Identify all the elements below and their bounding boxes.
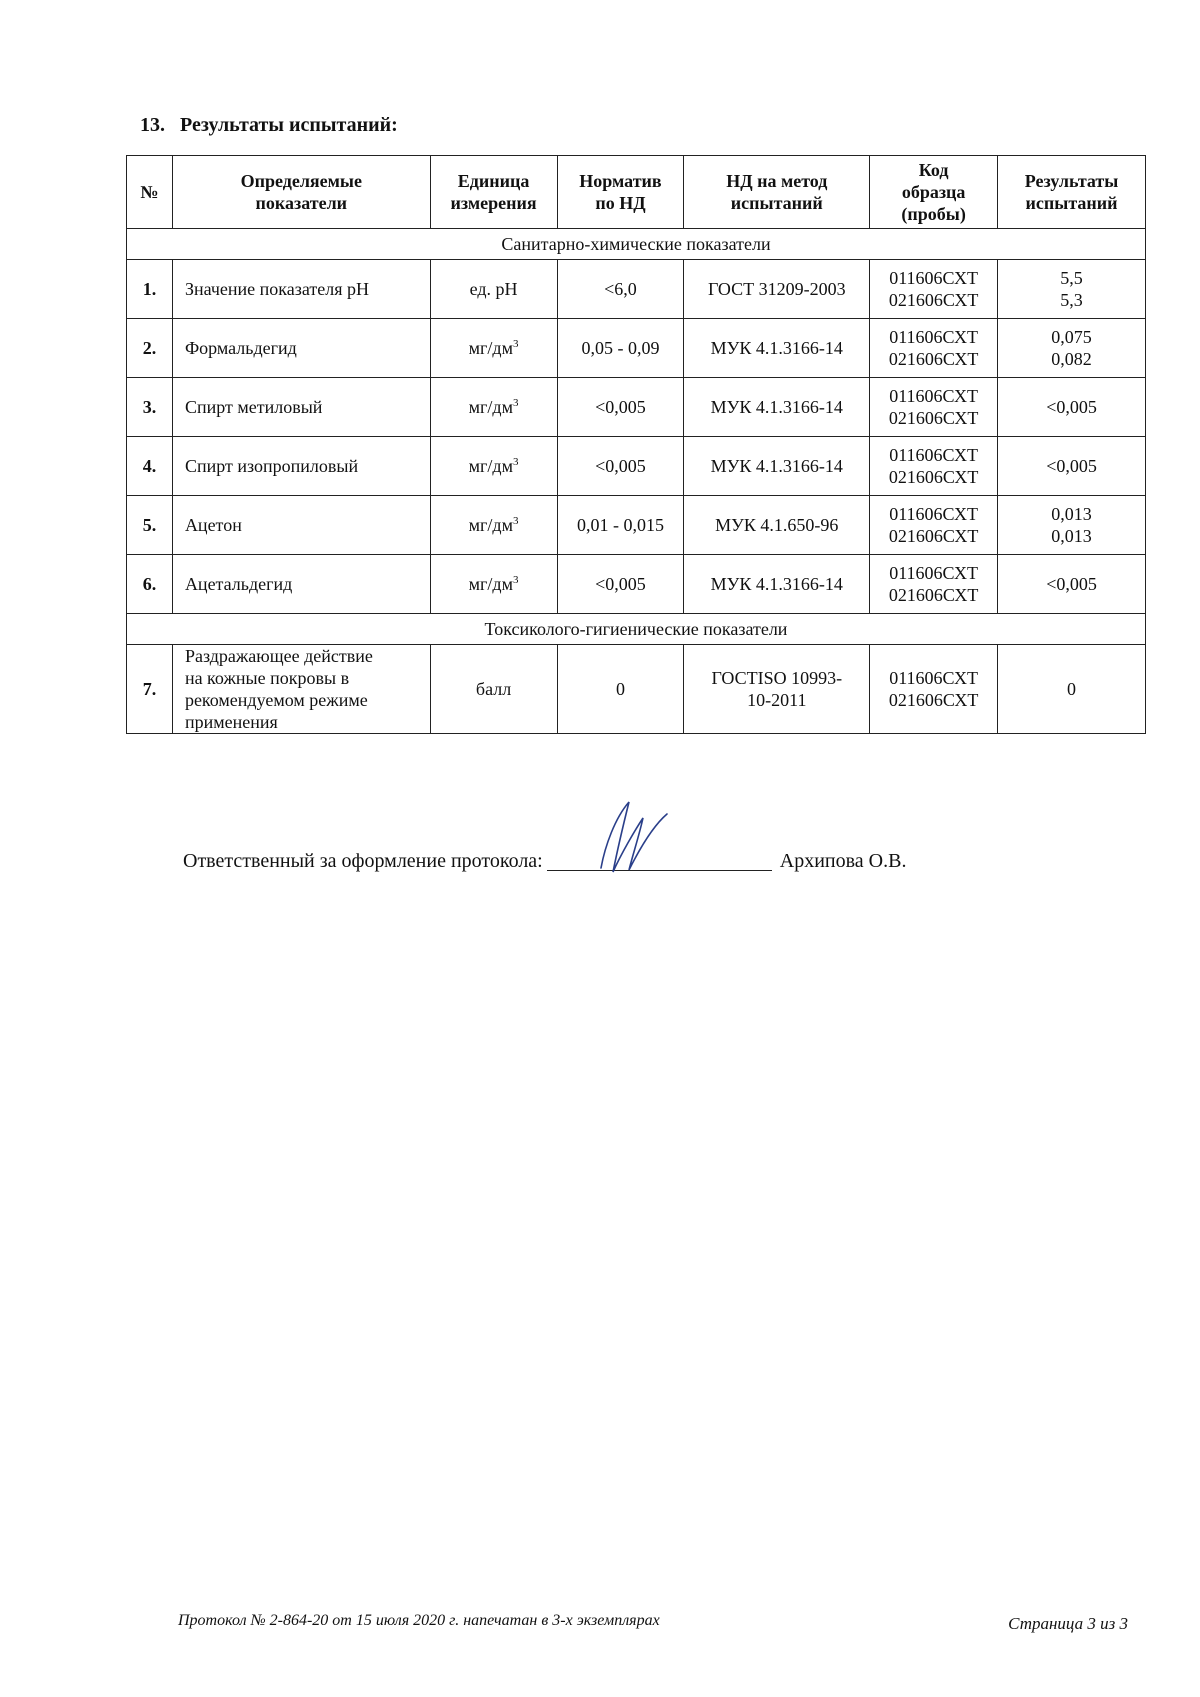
- table-body: [127, 229, 1146, 734]
- row-number: 2.: [127, 319, 173, 378]
- row-unit: ед. pH: [430, 260, 557, 319]
- row-norm: 0: [557, 645, 684, 734]
- row-unit: $мг/дм^3$: [430, 378, 557, 437]
- row-sample-code: 011606СХТ 021606СХТ: [870, 378, 998, 437]
- table-row: [127, 437, 1146, 496]
- row-result: <0,005: [998, 437, 1146, 496]
- results-table: [126, 155, 1146, 734]
- row-indicator: Формальдегид: [172, 319, 430, 378]
- row-sample-code: 011606СХТ 021606СХТ: [870, 260, 998, 319]
- table-row: [127, 378, 1146, 437]
- header-method: НД на метод испытаний: [684, 156, 870, 229]
- row-number: 7.: [127, 645, 173, 734]
- row-result: <0,005: [998, 555, 1146, 614]
- row-norm: <0,005: [557, 378, 684, 437]
- header-norm: Норматив по НД: [557, 156, 684, 229]
- row-sample-code: 011606СХТ 021606СХТ: [870, 496, 998, 555]
- header-unit: Единица измерения: [430, 156, 557, 229]
- row-indicator: Спирт метиловый: [172, 378, 430, 437]
- row-method: ГОСТISO 10993- 10-2011: [684, 645, 870, 734]
- signature-block: [183, 848, 906, 873]
- section-number: 13.: [140, 114, 165, 136]
- row-number: 4.: [127, 437, 173, 496]
- row-result: 5,5 5,3: [998, 260, 1146, 319]
- row-method: МУК 4.1.650-96: [684, 496, 870, 555]
- row-method: МУК 4.1.3166-14: [684, 378, 870, 437]
- row-method: МУК 4.1.3166-14: [684, 319, 870, 378]
- row-indicator: Раздражающее действие на кожные покровы в рекомендуемом режиме применения: [172, 645, 430, 734]
- row-unit: $мг/дм^3$: [430, 496, 557, 555]
- table-header-row: [127, 156, 1146, 229]
- row-norm: <6,0: [557, 260, 684, 319]
- table-row: [127, 319, 1146, 378]
- table-row: [127, 645, 1146, 734]
- row-norm: 0,05 - 0,09: [557, 319, 684, 378]
- table-section-title: Санитарно-химические показатели: [127, 229, 1146, 260]
- section-heading: [140, 114, 398, 137]
- signature-label: Ответственный за оформление протокола:: [183, 850, 543, 872]
- header-indicator: Определяемые показатели: [172, 156, 430, 229]
- footer-page-number: Страница 3 из 3: [1008, 1614, 1128, 1633]
- row-number: 5.: [127, 496, 173, 555]
- footer-protocol: Протокол № 2-864-20 от 15 июля 2020 г. напечатан в 3-х экземплярах: [178, 1612, 660, 1629]
- table-section-row: [127, 614, 1146, 645]
- header-result: Результаты испытаний: [998, 156, 1146, 229]
- signature-line: [547, 848, 772, 871]
- row-method: МУК 4.1.3166-14: [684, 555, 870, 614]
- row-norm: <0,005: [557, 555, 684, 614]
- signer-name: Архипова О.В.: [779, 850, 907, 872]
- table-row: [127, 260, 1146, 319]
- row-norm: 0,01 - 0,015: [557, 496, 684, 555]
- table-row: [127, 496, 1146, 555]
- row-number: 3.: [127, 378, 173, 437]
- row-sample-code: 011606СХТ 021606СХТ: [870, 437, 998, 496]
- row-unit: $мг/дм^3$: [430, 437, 557, 496]
- row-sample-code: 011606СХТ 021606СХТ: [870, 555, 998, 614]
- row-unit: балл: [430, 645, 557, 734]
- table-row: [127, 555, 1146, 614]
- row-result: 0: [998, 645, 1146, 734]
- table-section-row: [127, 229, 1146, 260]
- row-result: 0,013 0,013: [998, 496, 1146, 555]
- row-indicator: Ацетальдегид: [172, 555, 430, 614]
- row-number: 1.: [127, 260, 173, 319]
- row-sample-code: 011606СХТ 021606СХТ: [870, 645, 998, 734]
- row-indicator: Спирт изопропиловый: [172, 437, 430, 496]
- row-indicator: Значение показателя pH: [172, 260, 430, 319]
- section-title: Результаты испытаний:: [180, 114, 398, 136]
- row-sample-code: 011606СХТ 021606СХТ: [870, 319, 998, 378]
- row-method: ГОСТ 31209-2003: [684, 260, 870, 319]
- row-unit: $мг/дм^3$: [430, 319, 557, 378]
- table-section-title: Токсиколого-гигиенические показатели: [127, 614, 1146, 645]
- row-indicator: Ацетон: [172, 496, 430, 555]
- row-method: МУК 4.1.3166-14: [684, 437, 870, 496]
- header-num: №: [127, 156, 173, 229]
- row-unit: $мг/дм^3$: [430, 555, 557, 614]
- row-number: 6.: [127, 555, 173, 614]
- row-result: 0,075 0,082: [998, 319, 1146, 378]
- row-result: <0,005: [998, 378, 1146, 437]
- header-code: Код образца (пробы): [870, 156, 998, 229]
- row-norm: <0,005: [557, 437, 684, 496]
- handwritten-signature: [583, 796, 673, 876]
